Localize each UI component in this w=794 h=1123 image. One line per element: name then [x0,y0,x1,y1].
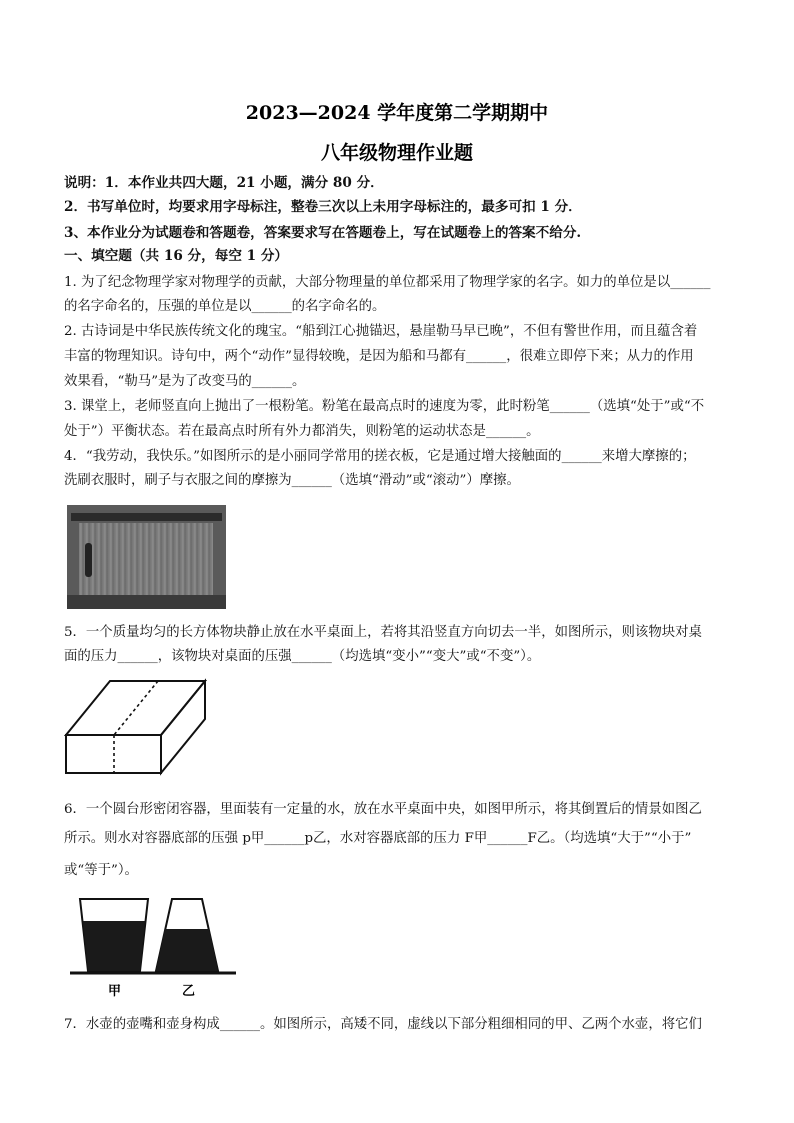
section-heading: 一、填空题（共 16 分，每空 1 分） [64,248,289,264]
label-yi: 乙 [182,984,196,999]
cut-line-top [114,681,158,735]
question-6-line-2: 所示。则水对容器底部的压强 p甲______p乙，水对容器底部的压力 F甲______F乙。（均选填“大于”“小于” [64,831,692,846]
question-4-line-2: 洗刷衣服时，刷子与衣服之间的摩擦为______（选填“滑动”或“滚动”）摩擦。 [64,473,520,488]
container-jia-water [83,921,145,971]
paper-subtitle: 八年级物理作业题 [320,142,473,164]
instruction-line-1: 说明：1．本作业共四大题，21 小题，满分 80 分． [64,175,384,191]
question-3-line-1: 3. 课堂上，老师竖直向上抛出了一根粉笔。粉笔在最高点时的速度为零，此时粉笔______（选填“处于”或“不 [64,399,705,414]
washboard-bottom [67,595,226,609]
instruction-line-2: 2．书写单位时，均要求用字母标注，整卷三次以上未用字母标注的，最多可扣 1 分． [64,199,582,215]
question-7-line-1: 7．水壶的壶嘴和壶身构成______。如图所示，高矮不同，虚线以下部分粗细相同的甲、乙两个水壶，将它们 [64,1017,702,1032]
paper-title: 2023—2024 学年度第二学期期中 [245,102,549,124]
question-2-line-2: 丰富的物理知识。诗句中，两个“动作”显得较晚，是因为船和马都有______，很难立即停下来；从力的作用 [64,349,694,364]
question-5-line-1: 5．一个质量均匀的长方体物块静止放在水平桌面上，若将其沿竖直方向切去一半，如图所示，则该物块对桌 [64,625,702,640]
containers-figure [68,893,238,1003]
washboard-surface [79,523,213,601]
question-5-line-2: 面的压力______，该物块对桌面的压强______（均选填“变小”“变大”或“不变”）。 [64,649,541,664]
question-6-line-3: 或“等于”）。 [64,863,138,878]
label-jia: 甲 [108,984,122,999]
question-1-line-2: 的名字命名的，压强的单位是以______的名字命名的。 [64,299,386,314]
container-yi-water [156,929,218,971]
question-4-line-1: 4．“我劳动，我快乐。”如图所示的是小丽同学常用的搓衣板，它是通过增大接触面的______来增大摩擦的； [64,449,696,464]
cuboid-block-figure [60,675,210,780]
block-side-face [161,681,205,773]
question-2-line-3: 效果看，“勒马”是为了改变马的______。 [64,374,306,389]
washboard-top-bar [71,513,222,521]
question-3-line-2: 处于”）平衡状态。若在最高点时所有外力都消失，则粉笔的运动状态是______。 [64,424,540,439]
instruction-line-3: 3、本作业分为试题卷和答题卷，答案要求写在答题卷上，写在试题卷上的答案不给分. [64,225,582,241]
question-2-line-1: 2. 古诗词是中华民族传统文化的瑰宝。“船到江心抛锚迟，悬崖勒马早已晚”，不但有警世作用，而且蕴含着 [64,324,698,339]
washboard-brush [85,543,92,577]
question-1-line-1: 1. 为了纪念物理学家对物理学的贡献，大部分物理量的单位都采用了物理学家的名字。如力的单位是以______ [64,275,711,290]
washboard-figure [67,505,226,609]
question-6-line-1: 6．一个圆台形密闭容器，里面装有一定量的水，放在水平桌面中央，如图甲所示，将其倒置后的情景如图乙 [64,802,702,817]
